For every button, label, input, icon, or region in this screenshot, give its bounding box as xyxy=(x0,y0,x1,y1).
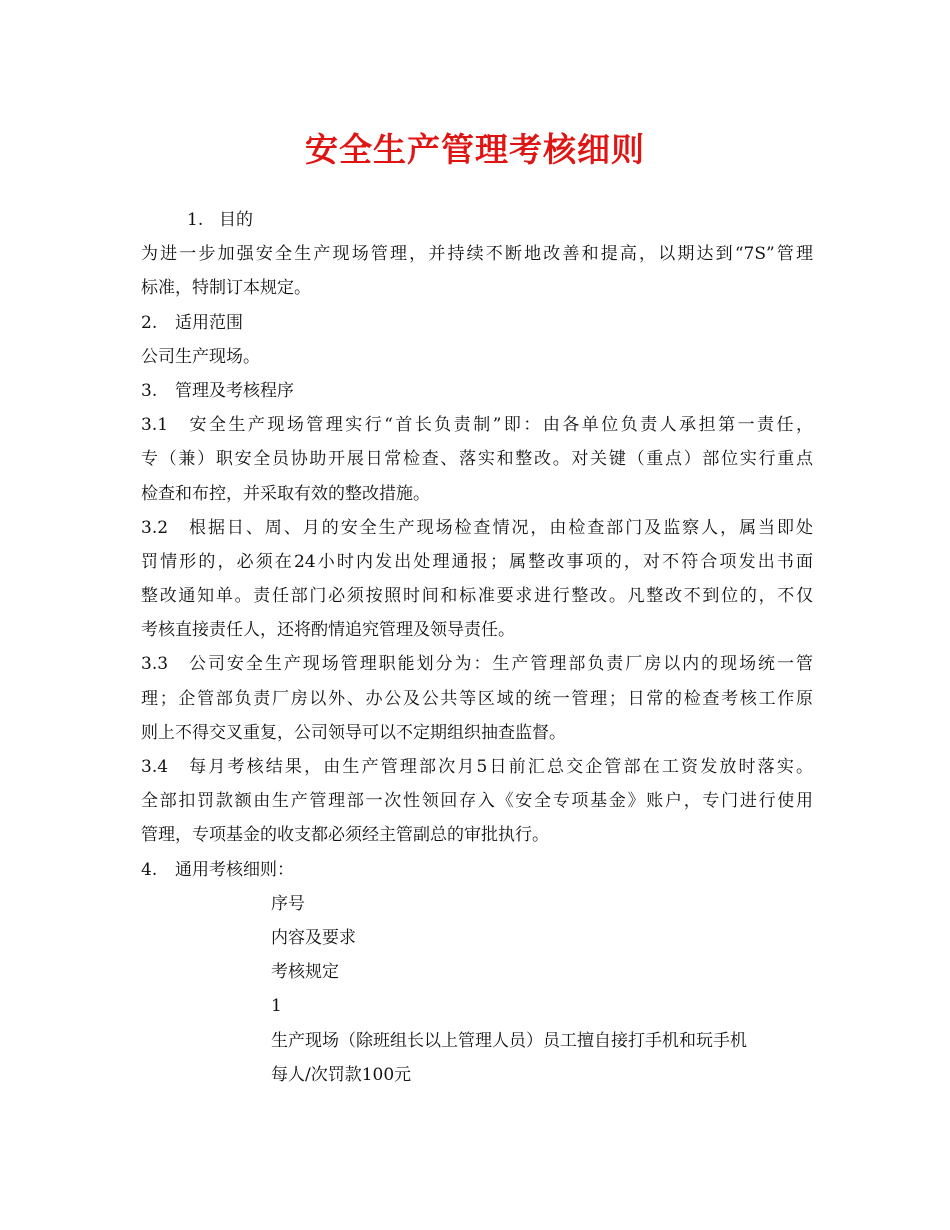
heading-number: 1. xyxy=(187,210,204,230)
paragraph-line: 为进一步加强安全生产现场管理，并持续不断地改善和提高，以期达到“7S”管理 xyxy=(141,244,813,265)
table-header-rule: 考核规定 xyxy=(271,962,339,983)
clause-number: 3.4 xyxy=(141,757,169,777)
document-title: 安全生产管理考核细则 xyxy=(305,130,645,169)
paragraph-line: 标准，特制订本规定。 xyxy=(141,278,311,299)
paragraph-line: 公司生产现场。 xyxy=(141,346,260,367)
paragraph-line: 全部扣罚款额由生产管理部一次性领回存入《安全专项基金》账户，专门进行使用 xyxy=(141,791,813,812)
heading-purpose xyxy=(141,203,813,237)
paragraph-line: 管理，专项基金的收支都必须经主管副总的审批执行。 xyxy=(141,825,549,846)
paragraph-line: 则上不得交叉重复，公司领导可以不定期组织抽查监督。 xyxy=(141,722,566,743)
table-header-index: 序号 xyxy=(271,893,305,914)
heading-label: 通用考核细则： xyxy=(175,859,294,880)
clause-3-2-line xyxy=(141,511,813,545)
clause-3-4-line xyxy=(141,750,813,784)
paragraph-line: 考核直接责任人，还将酌情追究管理及领导责任。 xyxy=(141,620,515,641)
clause-number: 3.1 xyxy=(141,415,169,436)
paragraph-line: 整改通知单。责任部门必须按照时间和标准要求进行整改。凡整改不到位的，不仅 xyxy=(141,586,813,607)
paragraph-line: 理；企管部负责厂房以外、办公及公共等区域的统一管理；日常的检查考核工作原 xyxy=(141,688,813,709)
clause-number: 3.3 xyxy=(141,654,169,675)
document-body xyxy=(141,203,813,1092)
clause-text: 每月考核结果，由生产管理部次月5日前汇总交企管部在工资发放时落实。 xyxy=(187,757,813,777)
table-cell-index: 1 xyxy=(271,996,282,1017)
heading-number: 4. xyxy=(141,859,158,880)
table-cell-rule: 每人/次罚款100元 xyxy=(271,1064,412,1085)
heading-label: 目的 xyxy=(219,210,253,230)
clause-3-3-line xyxy=(141,647,813,681)
clause-number: 3.2 xyxy=(141,517,169,538)
table-header-content: 内容及要求 xyxy=(271,927,356,948)
heading-general-rules xyxy=(141,853,813,887)
heading-procedure xyxy=(141,374,813,408)
paragraph-line: 检查和布控，并采取有效的整改措施。 xyxy=(141,483,430,504)
paragraph-line: 专（兼）职安全员协助开展日常检查、落实和整改。对关键（重点）部位实行重点 xyxy=(141,449,813,470)
heading-number: 2. xyxy=(141,312,158,333)
clause-text: 安全生产现场管理实行“首长负责制”即：由各单位负责人承担第一责任， xyxy=(187,415,813,436)
heading-label: 管理及考核程序 xyxy=(175,380,294,401)
heading-number: 3. xyxy=(141,380,158,401)
heading-label: 适用范围 xyxy=(175,312,243,333)
clause-text: 根据日、周、月的安全生产现场检查情况，由检查部门及监察人，属当即处 xyxy=(187,517,813,538)
clause-3-1-line xyxy=(141,408,813,442)
table-cell-content: 生产现场（除班组长以上管理人员）员工擅自接打手机和玩手机 xyxy=(271,1030,747,1051)
paragraph-line: 罚情形的，必须在24小时内发出处理通报；属整改事项的，对不符合项发出书面 xyxy=(141,551,813,572)
clause-text: 公司安全生产现场管理职能划分为：生产管理部负责厂房以内的现场统一管 xyxy=(187,654,813,675)
heading-scope xyxy=(141,306,813,340)
